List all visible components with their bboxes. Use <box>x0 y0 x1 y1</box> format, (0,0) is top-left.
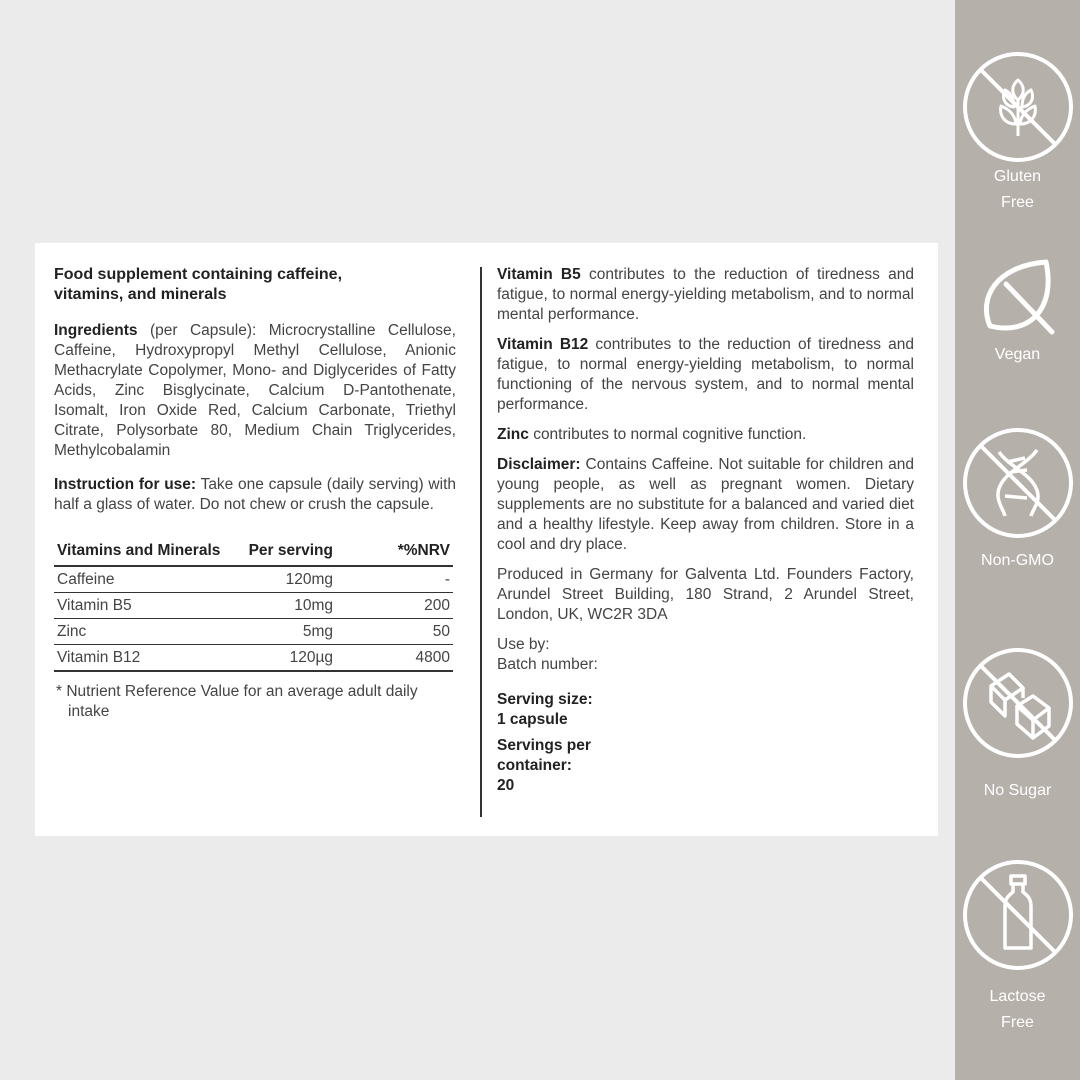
feature-sidebar <box>955 0 1080 1080</box>
nutrient-amount: 10mg <box>230 593 336 619</box>
claim-text: contributes to normal cognitive function. <box>533 426 807 443</box>
badge-label-line: Free <box>1001 194 1034 211</box>
nutrient-nrv: - <box>336 566 453 593</box>
badge-gluten-free <box>955 50 1080 216</box>
nrv-footnote: * Nutrient Reference Value for an average adult daily intake <box>56 683 418 720</box>
disclaimer-paragraph <box>497 455 914 555</box>
nutrient-amount: 120µg <box>230 645 336 672</box>
ingredients-heading: Ingredients <box>54 322 138 339</box>
producer-address: Produced in Germany for Galventa Ltd. Founders Factory, Arundel Street Building, 180 Strand, 2 Arundel Street, London, UK, WC2R 3DA <box>497 566 914 623</box>
claim-zinc <box>497 425 914 445</box>
servings-per-container <box>497 736 914 796</box>
claim-heading: Vitamin B12 <box>497 336 589 353</box>
claim-heading: Vitamin B5 <box>497 266 581 283</box>
nutrient-nrv: 200 <box>336 593 453 619</box>
serving-size-label: Serving size: <box>497 691 593 708</box>
instruction-text: Take one capsule (daily serving) with half a glass of water. Do not chew or crush the capsule. <box>54 476 457 513</box>
nutrient-nrv: 50 <box>336 619 453 645</box>
nutrient-name: Vitamin B12 <box>54 645 230 672</box>
serving-size-value: 1 capsule <box>497 711 568 728</box>
badge-label <box>955 548 1080 574</box>
lactose-free-icon <box>961 858 1075 972</box>
column-header-nrv: *%NRV <box>336 537 453 566</box>
badge-vegan <box>955 248 1080 368</box>
title-line-2: vitamins, and minerals <box>54 286 227 303</box>
claim-text: contributes to the reduction of tiredness and fatigue, to normal energy-yielding metabolism, and to normal mental performance. <box>497 266 914 323</box>
table-row <box>54 593 453 619</box>
vegan-leaf-icon <box>968 248 1068 348</box>
table-row <box>54 619 453 645</box>
batch-number-label: Batch number: <box>497 656 598 673</box>
column-header-per-serving: Per serving <box>230 537 336 566</box>
badge-label-line: Vegan <box>994 346 1041 363</box>
badge-label-line: Gluten <box>993 168 1042 185</box>
nutrient-amount: 120mg <box>230 566 336 593</box>
servings-per-label-2: container: <box>497 757 572 774</box>
claim-heading: Zinc <box>497 426 529 443</box>
nutrient-name: Vitamin B5 <box>54 593 230 619</box>
nutrient-nrv: 4800 <box>336 645 453 672</box>
badge-lactose-free <box>955 858 1080 1036</box>
disclaimer-text: Contains Caffeine. Not suitable for children and young people, as well as pregnant women. Dietary supplements are no substitute for a balanced and varied diet and a healthy lifestyle. Keep away from children. Store in a cool and dry place. <box>497 456 915 553</box>
label-right-column <box>497 265 914 802</box>
nutrition-table <box>54 537 453 672</box>
badge-label <box>955 778 1080 804</box>
column-header-nutrient: Vitamins and Minerals <box>54 537 230 566</box>
claim-vitamin-b12 <box>497 335 914 415</box>
badge-label-line: Non-GMO <box>981 552 1054 569</box>
claim-vitamin-b5 <box>497 265 914 325</box>
use-by-block <box>497 635 914 675</box>
badge-label <box>955 984 1080 1036</box>
use-by-label: Use by: <box>497 636 550 653</box>
badge-label <box>955 164 1080 216</box>
table-row <box>54 566 453 593</box>
servings-per-value: 20 <box>497 777 515 794</box>
badge-non-gmo <box>955 426 1080 574</box>
claim-text: contributes to the reduction of tiredness and fatigue, to normal energy-yielding metabolism, to normal functioning of the nervous system, and to normal mental performance. <box>497 336 914 413</box>
badge-label-line: Lactose <box>989 988 1046 1005</box>
non-gmo-icon <box>961 426 1075 540</box>
title-line-1: Food supplement containing caffeine, <box>54 266 343 283</box>
instruction-heading: Instruction for use: <box>54 476 197 493</box>
supplement-label <box>35 243 938 836</box>
table-row <box>54 645 453 672</box>
instruction-paragraph <box>54 475 456 515</box>
serving-size <box>497 690 914 730</box>
badge-label-line: Free <box>1001 1014 1034 1031</box>
badge-label <box>955 342 1080 368</box>
product-title <box>54 265 456 305</box>
disclaimer-heading: Disclaimer: <box>497 456 581 473</box>
nutrient-name: Caffeine <box>54 566 230 593</box>
label-left-column <box>54 265 456 722</box>
no-sugar-icon <box>961 646 1075 760</box>
badge-no-sugar <box>955 646 1080 804</box>
nutrient-amount: 5mg <box>230 619 336 645</box>
ingredients-text: (per Capsule): Microcrystalline Cellulose, Caffeine, Hydroxypropyl Methyl Cellulose, Anionic Methacrylate Copolymer, Mono- and Diglycerides of Fatty Acids, Zinc Bisglycinate, Calcium D-Pantothenate, Isomalt, Iron Oxide Red, Calcium Carbonate, Triethyl Citrate, Polysorbate 80, Medium Chain Triglycerides, Methylcobalamin <box>54 322 456 459</box>
ingredients-paragraph <box>54 321 456 461</box>
gluten-free-icon <box>961 50 1075 164</box>
servings-per-label-1: Servings per <box>497 737 591 754</box>
nutrient-name: Zinc <box>54 619 230 645</box>
column-divider <box>480 267 482 817</box>
badge-label-line: No Sugar <box>983 782 1052 799</box>
